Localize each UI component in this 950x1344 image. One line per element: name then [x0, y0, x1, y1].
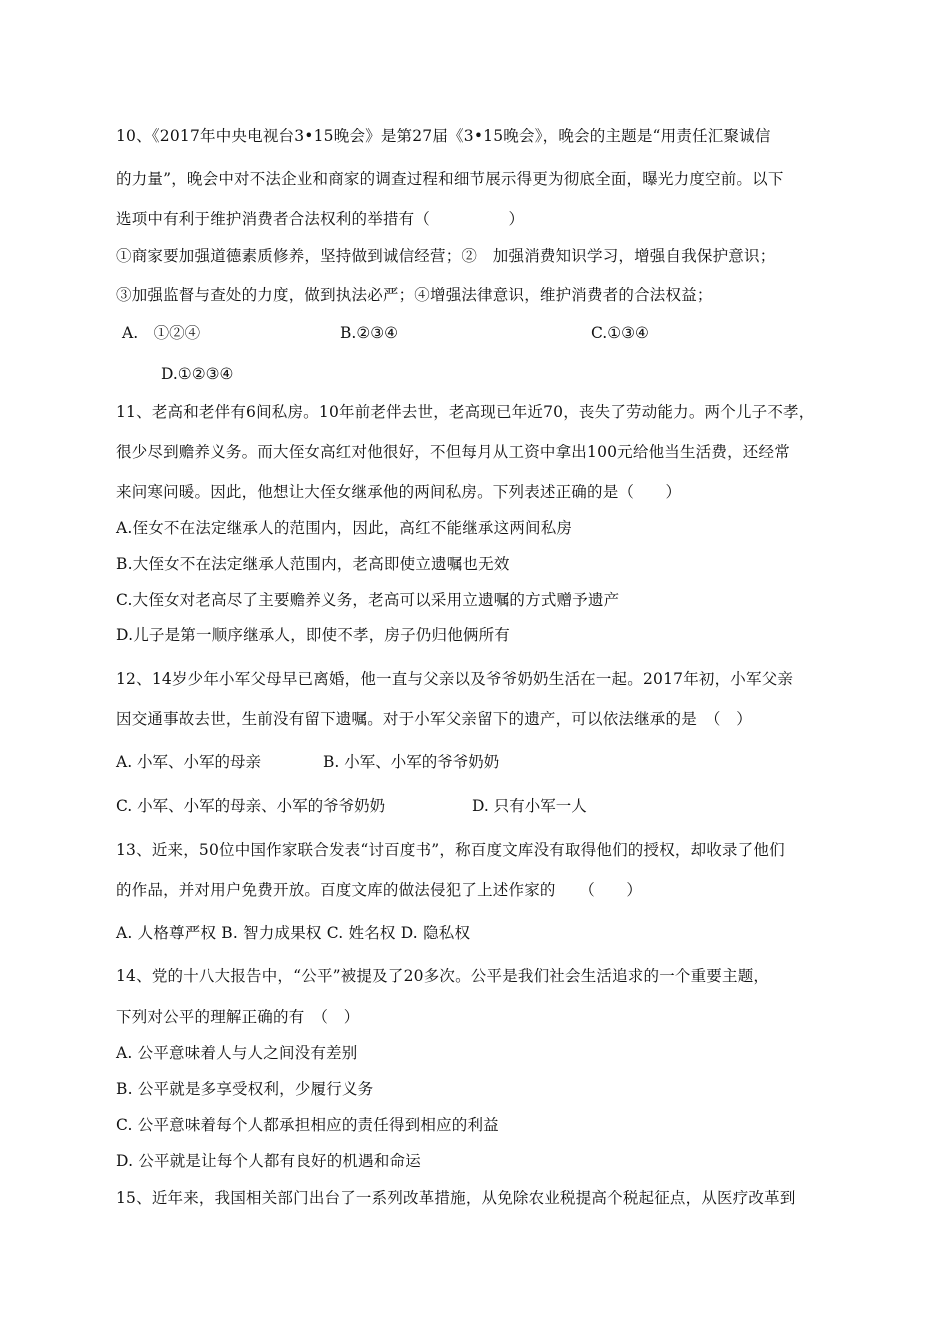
q14-option-c: C. 公平意味着每个人都承担相应的责任得到相应的利益 — [116, 1116, 499, 1134]
q10-option-b: B.②③④ — [340, 324, 399, 342]
q10-stem-line-1: 10、《2017年中央电视台3•15晚会》是第27届《3•15晚会》，晚会的主题是“用责任汇聚诚信 — [116, 127, 771, 145]
q10-option-a: A. ①②④ — [122, 324, 201, 342]
q14-stem-line-2: 下列对公平的理解正确的有 （ ） — [116, 1008, 360, 1026]
q12-option-a: A. 小军、小军的母亲 — [116, 753, 262, 771]
q11-stem-line-2: 很少尽到赡养义务。而大侄女高红对他很好，不但每月从工资中拿出100元给他当生活费，还经常 — [116, 443, 790, 461]
q10-option-d: D.①②③④ — [161, 365, 234, 383]
q11-option-a: A.侄女不在法定继承人的范围内，因此，高红不能继承这两间私房 — [116, 519, 573, 537]
q10-item-line-1: ①商家要加强道德素质修养，坚持做到诚信经营；② 加强消费知识学习，增强自我保护意识； — [116, 247, 776, 265]
q14-option-b: B. 公平就是多享受权利，少履行义务 — [116, 1080, 374, 1098]
q12-option-c: C. 小军、小军的母亲、小军的爷爷奶奶 — [116, 797, 386, 815]
q15-stem-line-1: 15、近年来，我国相关部门出台了一系列改革措施，从免除农业税提高个税起征点，从医疗改革到 — [116, 1189, 796, 1207]
q14-stem-line-1: 14、党的十八大报告中，“公平”被提及了20多次。公平是我们社会生活追求的一个重要主题， — [116, 967, 770, 985]
q11-option-b: B.大侄女不在法定继承人范围内，老高即使立遗嘱也无效 — [116, 555, 510, 573]
q11-option-d: D.儿子是第一顺序继承人，即使不孝，房子仍归他俩所有 — [116, 626, 511, 644]
q10-item-line-2: ③加强监督与查处的力度，做到执法必严；④增强法律意识，维护消费者的合法权益； — [116, 286, 713, 304]
q10-option-c: C.①③④ — [591, 324, 649, 342]
q11-stem-line-3: 来问寒问暖。因此，他想让大侄女继承他的两间私房。下列表述正确的是（ ） — [116, 483, 682, 501]
q14-option-a: A. 公平意味着人与人之间没有差别 — [116, 1044, 358, 1062]
q13-options: A. 人格尊严权 B. 智力成果权 C. 姓名权 D. 隐私权 — [116, 924, 471, 942]
q11-stem-line-1: 11、老高和老伴有6间私房。10年前老伴去世，老高现已年近70，丧失了劳动能力。两个儿子不孝， — [116, 403, 815, 421]
q14-option-d: D. 公平就是让每个人都有良好的机遇和命运 — [116, 1152, 421, 1170]
q12-option-d: D. 只有小军一人 — [472, 797, 587, 815]
q13-stem-line-2: 的作品，并对用户免费开放。百度文库的做法侵犯了上述作家的 （ ） — [116, 881, 643, 899]
q12-stem-line-2: 因交通事故去世，生前没有留下遗嘱。对于小军父亲留下的遗产，可以依法继承的是 （ ） — [116, 710, 752, 728]
q12-stem-line-1: 12、14岁少年小军父母早已离婚，他一直与父亲以及爷爷奶奶生活在一起。2017年初，小军父亲 — [116, 670, 794, 688]
q11-option-c: C.大侄女对老高尽了主要赡养义务，老高可以采用立遗嘱的方式赠予遗产 — [116, 591, 620, 609]
q10-stem-line-2: 的力量”，晚会中对不法企业和商家的调查过程和细节展示得更为彻底全面，曝光力度空前。以下 — [116, 170, 784, 188]
q13-stem-line-1: 13、近来，50位中国作家联合发表“讨百度书”，称百度文库没有取得他们的授权，却收录了他们 — [116, 841, 785, 859]
q12-option-b: B. 小军、小军的爷爷奶奶 — [323, 753, 500, 771]
q10-stem-line-3: 选项中有利于维护消费者合法权利的举措有（ ） — [116, 210, 525, 228]
